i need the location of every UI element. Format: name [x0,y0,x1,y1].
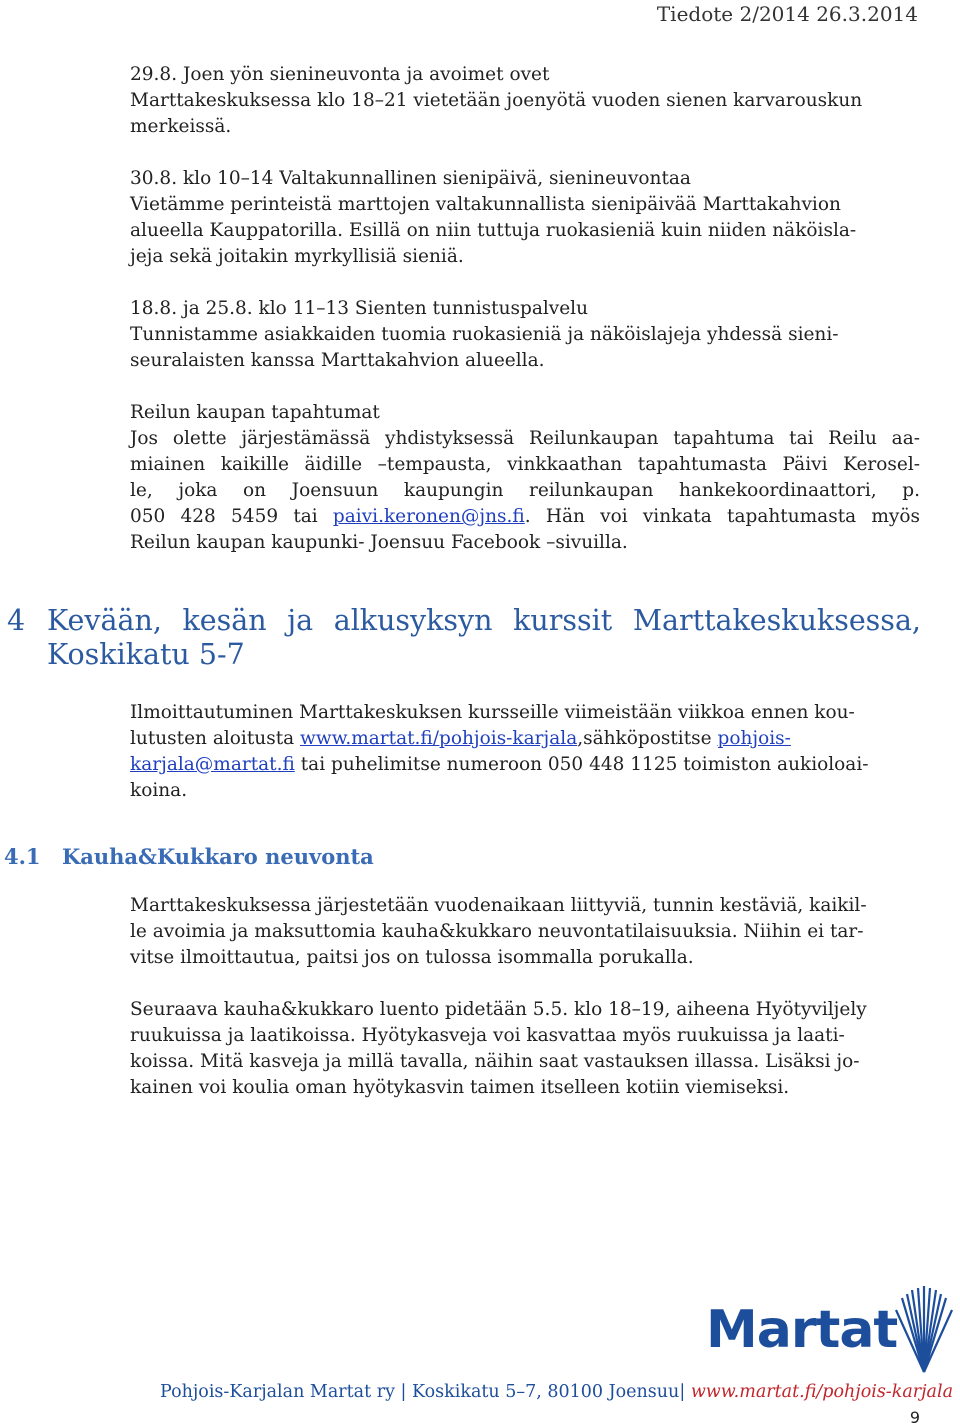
footer-divider: | [679,1382,686,1402]
fairtrade-title: Reilun kaupan tapahtumat [130,402,380,423]
para-line: vitse ilmoittautua, paitsi jos on tulossa isommalla porukalla. [130,947,694,968]
martat-logo [706,1280,956,1375]
section-4-title [47,604,921,638]
section-4-title-word: Kevään, [47,604,162,637]
section-4-title-word: alkusyksyn [333,604,493,637]
section-4-text: lutusten aloitusta [130,728,301,749]
section-4-title-word: kesän [182,604,267,637]
email-link-part2[interactable]: karjala@martat.fi [130,754,295,775]
fairtrade-section [130,400,920,556]
fairtrade-phone-text: 050 428 5459 tai [130,506,333,527]
footer-url[interactable]: www.martat.fi/pohjois-karjala [690,1382,954,1402]
event-line: jeja sekä joitakin myrkyllisiä sieniä. [130,246,464,267]
event-line: 18.8. ja 25.8. klo 11–13 Sienten tunnistuspalvelu [130,298,588,319]
fairtrade-line: le, joka on Joensuun kaupungin reilunkaupan hankekoordinaattori, p. [130,480,920,501]
section-4-text: ,sähköpostitse [577,728,718,749]
page-number: 9 [909,1408,920,1427]
para-line: Seuraava kauha&kukkaro luento pidetään 5.5. klo 18–19, aiheena Hyötyviljely [130,999,867,1020]
section-4-text: tai puhelimitse numeroon 050 448 1125 toimiston aukioloai- [294,754,869,775]
email-link-paivi[interactable]: paivi.keronen@jns.fi [332,506,525,527]
event-line: 30.8. klo 10–14 Valtakunnallinen sienipäivä, sienineuvontaa [130,168,691,189]
event-line: seuralaisten kanssa Marttakahvion alueella. [130,350,545,371]
section-4-1-para1 [130,893,920,971]
section-4-1-heading [4,844,374,869]
event-line: merkeissä. [130,116,232,137]
fairtrade-line: Reilun kaupan kaupunki- Joensuu Facebook –sivuilla. [130,532,628,553]
event-sienipaiva [130,166,920,270]
fairtrade-line: miainen kaikille äidille –tempausta, vinkkaathan tapahtumasta Päivi Kerosel- [130,454,920,475]
section-4-1-para2 [130,997,920,1101]
fairtrade-line: Jos olette järjestämässä yhdistyksessä Reilunkaupan tapahtuma tai Reilu aa- [130,428,920,449]
event-line: 29.8. Joen yön sienineuvonta ja avoimet ovet [130,64,550,85]
footer-divider: | [400,1382,407,1402]
section-4-title-word: kurssit [513,604,613,637]
section-4-1-title: Kauha&Kukkaro neuvonta [62,844,374,869]
section-4-line: koina. [130,780,188,801]
event-line: Vietämme perinteistä marttojen valtakunnallista sienipäivää Marttakahvion [130,194,841,215]
para-line: kainen voi koulia oman hyötykasvin taimen itselleen kotiin viemiseksi. [130,1077,790,1098]
section-4-heading-line2: Koskikatu 5-7 [47,638,245,671]
para-line: Marttakeskuksessa järjestetään vuodenaikaan liittyviä, tunnin kestäviä, kaikil- [130,895,867,916]
website-link[interactable]: www.martat.fi/pohjois-karjala [300,728,578,749]
section-4-heading [7,604,921,672]
logo-wordmark: Martat [706,1300,898,1360]
section-4-heading-line1 [7,604,921,638]
fairtrade-line-contact [130,504,920,530]
para-line: ruukuissa ja laatikoissa. Hyötykasveja voi kasvattaa myös ruukuissa ja laati- [130,1025,845,1046]
fairtrade-line-text: . Hän voi vinkata tapahtumasta myös [524,506,920,527]
section-4-title-word: Marttakeskuksessa, [632,604,921,637]
footer-info [160,1382,953,1402]
section-4-line [130,752,920,778]
email-link-part1[interactable]: pohjois- [717,728,791,749]
section-number: 4 [7,604,26,637]
footer-address: Koskikatu 5–7, 80100 Joensuu [412,1382,680,1402]
footer-org: Pohjois-Karjalan Martat ry [160,1382,395,1402]
flower-emblem-icon [894,1280,954,1375]
event-line: Marttakeskuksessa klo 18–21 vietetään joenyötä vuoden sienen karvarouskun [130,90,863,111]
section-4-line [130,726,920,752]
event-line: Tunnistamme asiakkaiden tuomia ruokasieniä ja näköislajeja yhdessä sieni- [130,324,839,345]
event-tunnistuspalvelu [130,296,920,374]
para-line: le avoimia ja maksuttomia kauha&kukkaro neuvontatilaisuuksia. Niihin ei tar- [130,921,864,942]
event-line: alueella Kauppatorilla. Esillä on niin tuttuja ruokasieniä kuin niiden näköisla- [130,220,857,241]
para-line: koissa. Mitä kasveja ja millä tavalla, näihin saat vastauksen illassa. Lisäksi jo- [130,1051,860,1072]
section-4-title-word: ja [287,604,314,637]
document-header-date: Tiedote 2/2014 26.3.2014 [656,2,918,26]
section-4-body [130,700,920,804]
section-number: 4.1 [4,844,41,869]
section-4-line: Ilmoittautuminen Marttakeskuksen kursseille viimeistään viikkoa ennen kou- [130,702,855,723]
event-joen-yo [130,62,920,140]
